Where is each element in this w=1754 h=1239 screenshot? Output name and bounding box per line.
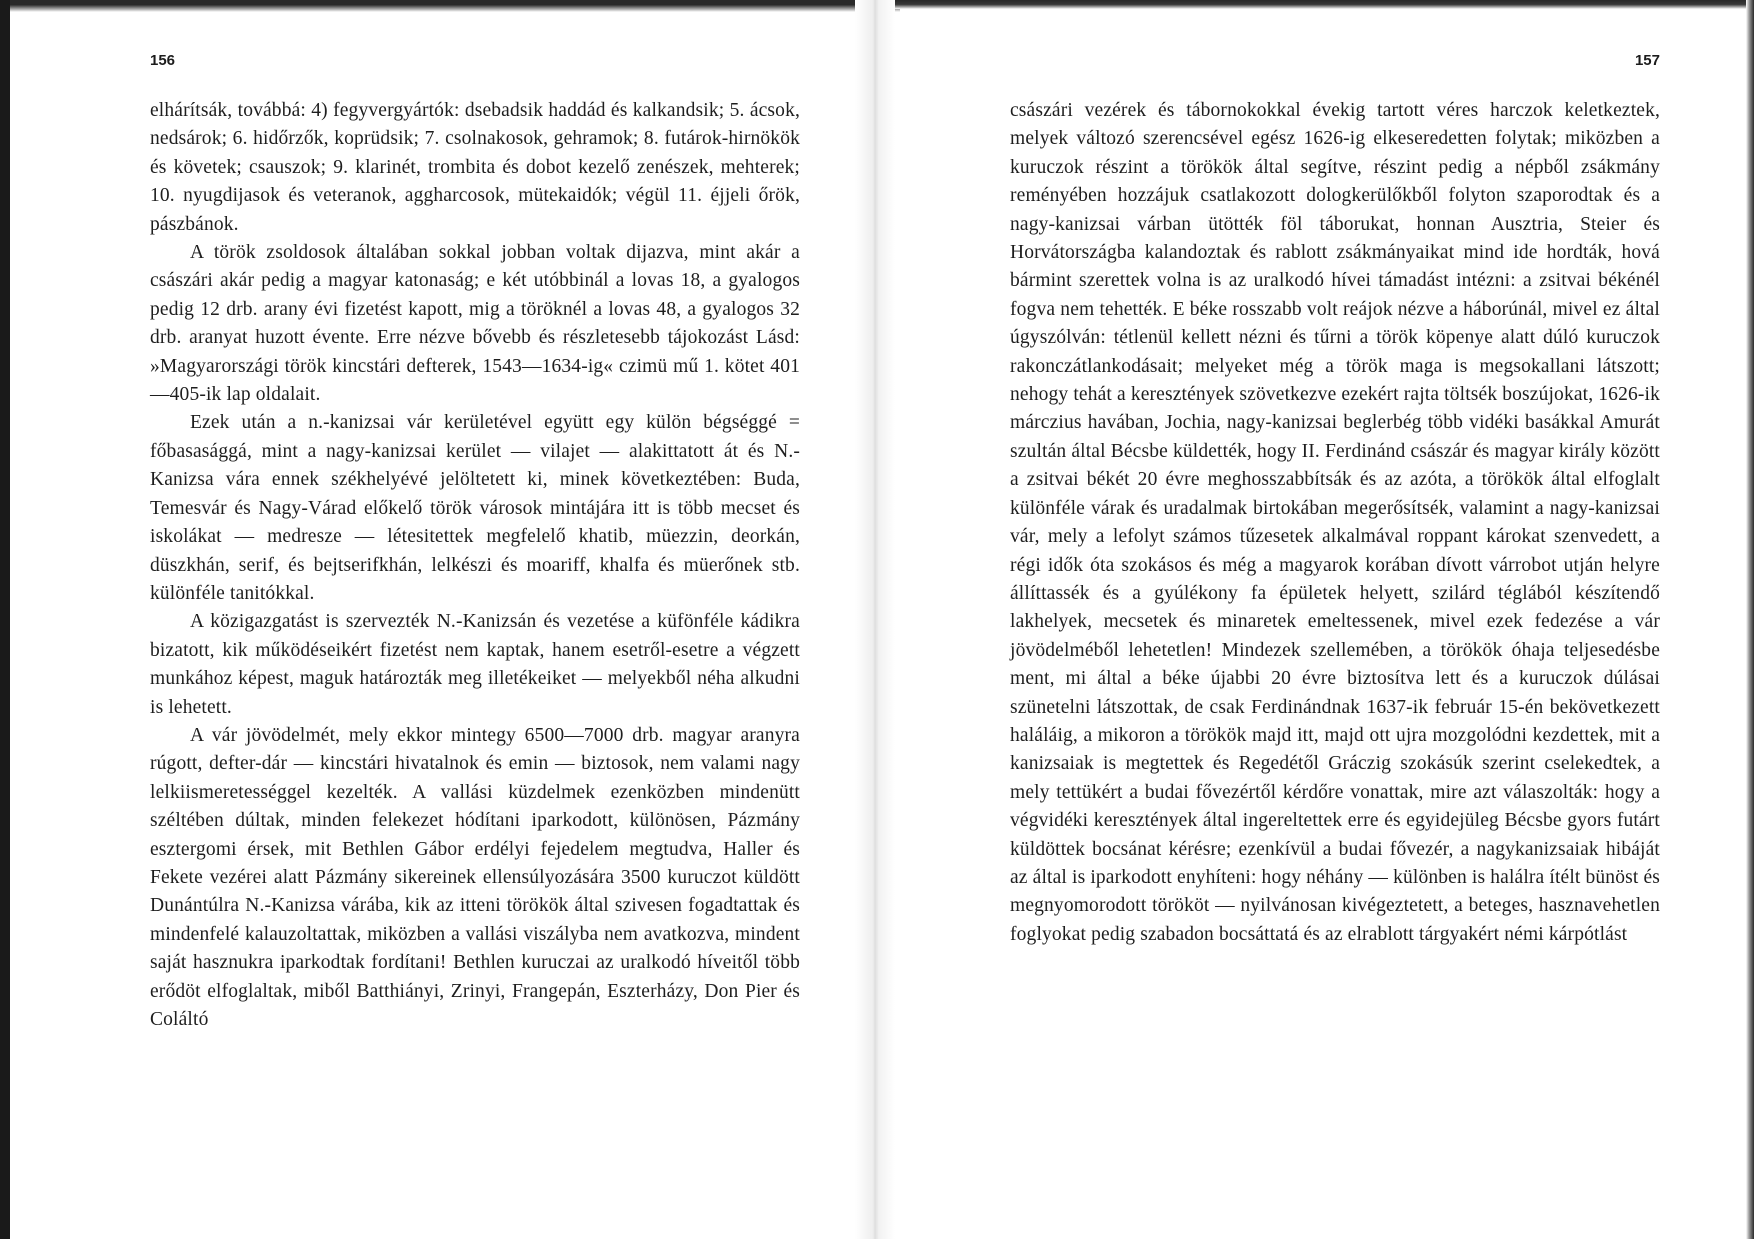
right-page-text (1010, 97, 1660, 949)
page-number-right: 157 (1634, 52, 1660, 69)
paragraph: Ezek után a n.-kanizsai vár kerületével együtt egy külön bégséggé = főbasasággá, mint a nagy-kanizsai kerület — vilajet — alakittatott át és N.-Kanizsa vára ennek székhelyévé jelöltetett ki, minek következtében: Buda, Temesvár és Nagy-Várad előkelő török városok mintájára itt is több mecset és iskolákat — medresze — létesitettek megfelelő khatib, müezzin, deorkán, düszkhán, serif, és bejtserifkhán, lelkészi és moariff, khalfa és müerőnek stb. különféle tanitókkal. (150, 412, 800, 604)
scan-edge-right (1746, 0, 1754, 1239)
left-page (150, 0, 800, 1239)
left-page-text (150, 97, 800, 1034)
paragraph: elhárítsák, továbbá: 4) fegyvergyártók: dsebadsik haddád és kalkandsik; 5. ácsok, nedsárok; 6. hidőrzők, koprüdsik; 7. csolnakosok, gehramok; 8. futárok-hirnökök és követek; csauszok; 9. klarinét, trombita és dobot kezelő zenészek, mehterek; 10. nyugdijasok és veteranok, aggharcosok, mütekaidók; végül 11. éjjeli őrök, pászbánok. (150, 100, 800, 235)
paragraph: császári vezérek és tábornokokkal évekig tartott véres harczok keletkeztek, melyek változó szerencsével egész 1626-ig elkeseredetten folytak; miközben a kuruczok részint a törökök által segítve, részint pedig a népből zsákmány reményében hozzájuk csatlakozott dologkerülőkből folyton szaporodtak és a nagy-kanizsai várban ütötték föl táborukat, honnan Ausztria, Steier és Horvátországba kalandoztak és rablott zsákmányaikat mind ide hordták, hová bármint szerettek volna is az uralkodó hívei támadást intézni: a zsitvai békénél fogva nem tehették. E béke rosszabb volt reájok nézve a háborúnál, mivel ez által úgyszólván: tétlenül kellett nézni és tűrni a török köpenye alatt dúló kuruczok rakonczátlankodásait; melyeket még a török maga is megsokallani látszott; nehogy tehát a keresztények szövetkezve ezekért rajta töltsék boszújokat, 1626-ik márczius havában, Jochia, nagy-kanizsai beglerbég több vidéki basákkal Amurát szultán által Bécsbe küldették, hogy II. Ferdinánd császár és magyar király között a zsitvai békét 20 évre meghosszabbítsák és az azóta, a törökök által elfoglalt különféle várak és uradalmak birtokában megerősítsék, valamint a nagy-kanizsai vár, mely a lefolyt számos tűzesetek alkalmával roppant károkat szenvedett, a régi idők óta szokásos és még a magyarok korában dívott várrobot utján helyre állíttassék és a gyúlékony fa épületek helyett, szilárd téglából készítendő lakhelyek, mecsetek és minaretek emeltessenek, mivel ezek fedezése a vár jövödelméből lehetetlen! Mindezek szellemében, a törökök óhaja teljesedésbe ment, mi által a béke újabbi 20 évre biztosítva lett és a kuruczok dúlásai szünetelni látszottak, de csak Ferdinándnak 1637-ik február 15-én bekövetkezett haláláig, a mikoron a törökök majd itt, majd ott ujra mozgolódni kezdettek, mit a kanizsaiak is megtettek és Regedétől Gráczig szokásúk szerint cselekedtek, a mely tettükért a budai fővezértől kérdőre vonattak, mire azt válaszolták: hogy a végvidéki keresztények által ingereltettek erre és egyidejüleg Bécsbe gyors futárt küldöttek bocsánat kérésre; ezenkívül a budai fővezér, a nagykanizsaiak hibáját az által is iparkodott enyhíteni: hogy néhány — különben is halálra ítélt bünöst és megnyomorodott törököt — nyilvánosan kivégeztetett, a beteges, hasznavehetlen foglyokat pedig szabadon bocsáttatá és az elrablott tárgyakért némi kárpótlást (1010, 100, 1660, 945)
page-number-left: 156 (150, 52, 176, 69)
book-gutter (855, 0, 895, 1239)
scan-edge-left (0, 0, 10, 1239)
paragraph: A közigazgatást is szervezték N.-Kanizsán és vezetése a küfönféle kádikra bizatott, kik működéseikért fizetést nem kaptak, hanem esetről-esetre a végzett munkához képest, maguk határozták meg illetékeiket — melyekből néha alkudni is lehetett. (150, 611, 800, 718)
paragraph: A vár jövödelmét, mely ekkor mintegy 6500—7000 drb. magyar aranyra rúgott, defter-dár — kincstári hivatalnok és emin — biztosok, nem valami nagy lelkiismeretességgel kezelték. A vallási küzdelmek ezenközben mindenütt széltében dúltak, minden felekezet hódítani iparkodott, különösen, Pázmány esztergomi érsek, mit Bethlen Gábor erdélyi fejedelem megtudva, Haller és Fekete vezérei alatt Pázmány sikereinek ellensúlyozására 3500 kuruczot küldött Dunántúlra N.-Kanizsa várába, kik az itteni törökök által szivesen fogadtattak és mindenfelé kalauzoltattak, miközben a vallási viszályba nem avatkozva, mindent saját hasznukra iparkodtak fordítani! Bethlen kuruczai az uralkodó híveitől több erődöt elfoglaltak, miből Batthiányi, Zrinyi, Frangepán, Eszterházy, Don Pier és Coláltó (150, 724, 800, 1030)
paragraph: A török zsoldosok általában sokkal jobban voltak dijazva, mint akár a császári akár pedig a magyar katonaság; e két utóbbinál a lovas 18, a gyalogos pedig 12 drb. arany évi fizetést kapott, mig a töröknél a lovas 48, a gyalogos 32 drb. aranyat huzott évente. Erre nézve bővebb és részletesebb tájokozást Lásd: »Magyarországi török kincstári defterek, 1543—1634-ig« czimü mű 1. kötet 401—405-ik lap oldalait. (150, 242, 800, 406)
right-page (1010, 0, 1660, 1239)
